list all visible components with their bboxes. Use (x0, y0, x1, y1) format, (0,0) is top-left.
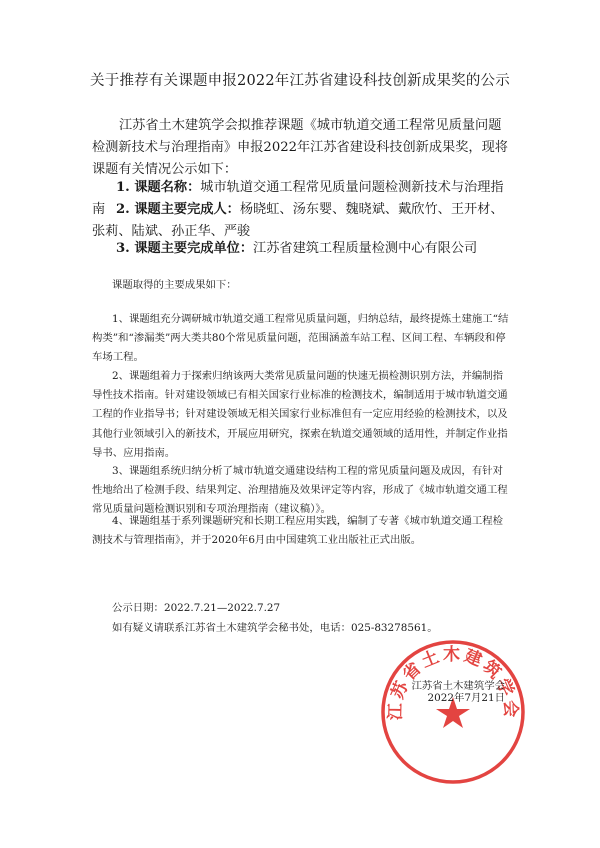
topic-unit-label: 3. 课题主要完成单位： (116, 241, 254, 256)
notice-period: 公示日期：2022.7.21—2022.7.27 (112, 602, 281, 614)
topic-authors-value: 杨晓虹、汤东婴、魏晓斌、戴欣竹、王开材、张莉、陆斌、孙正华、严骏 (92, 202, 504, 239)
result-paragraph-2: 2、课题组着力于探索归纳该两大类常见质量问题的快速无损检测识别方法，并编制指导性技术指南。针对建设领域已有相关国家行业标准的检测技术，编制适用于城市轨道交通工程的作业指导书；针对建设领域无相关国家行业标准但有一定应用经验的检测技术，以及其他行业领域引入的新技术，开展应用研究，探索在轨道交通领域的适用性，并制定作业指导书、应用指南。 (92, 370, 508, 459)
topic-unit-value: 江苏省建筑工程质量检测中心有限公司 (253, 241, 478, 256)
topic-authors-item (92, 199, 512, 243)
svg-text:江苏省土木建筑学会: 江苏省土木建筑学会 (385, 644, 521, 721)
signature-organization: 江苏省土木建筑学会 (411, 680, 505, 692)
result-paragraph-3: 3、课题组系统归纳分析了城市轨道交通建设结构工程的常见质量问题及成因，有针对性地给出了检测手段、结果判定、治理措施及效果评定等内容，形成了《城市轨道交通工程常见质量问题检测识别和专项治理指南（建议稿）》。 (92, 465, 508, 516)
signature-date: 2022年7月21日 (427, 692, 505, 704)
topic-name-label: 1. 课题名称： (116, 180, 201, 195)
topic-name-value: 城市轨道交通工程常见质量问题检测新技术与治理指南 (92, 180, 504, 217)
official-seal-stamp (378, 637, 528, 787)
topic-unit-item (92, 238, 512, 260)
result-paragraph-4: 4、课题组基于系列课题研究和长期工程应用实践，编制了专著《城市轨道交通工程检测技术与管理指南》，并于2020年6月由中国建筑工业出版社正式出版。 (92, 515, 504, 547)
document-title: 关于推荐有关课题申报2022年江苏省建设科技创新成果奖的公示 (90, 73, 510, 89)
topic-authors-label: 2. 课题主要完成人： (116, 202, 240, 217)
result-paragraph-1: 1、课题组充分调研城市轨道交通工程常见质量问题，归纳总结，最终提炼土建施工“结构类”和“渗漏类”两大类共80个常见质量问题，范围涵盖车站工程、区间工程、车辆段和停车场工程。 (92, 313, 509, 364)
results-intro: 课题取得的主要成果如下： (112, 279, 237, 291)
intro-paragraph: 江苏省土木建筑学会拟推荐课题《城市轨道交通工程常见质量问题检测新技术与治理指南》申报2022年江苏省建设科技创新成果奖，现将课题有关情况公示如下： (92, 118, 508, 177)
contact-info: 如有疑义请联系江苏省土木建筑学会秘书处，电话：025-83278561。 (112, 622, 438, 634)
